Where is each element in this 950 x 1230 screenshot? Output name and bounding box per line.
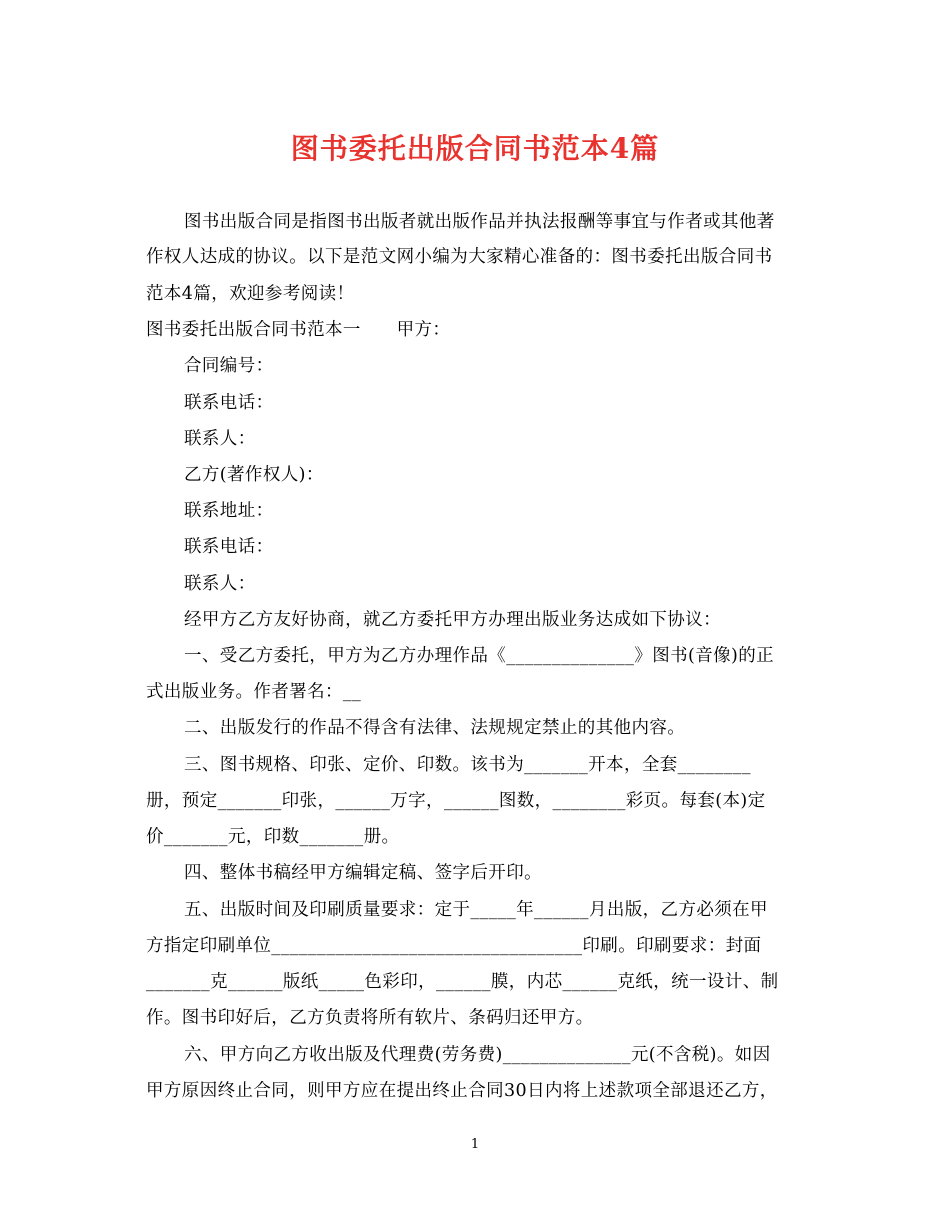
clause-line: 式出版业务。作者署名：__ — [146, 682, 362, 702]
form-field-label: 联系人： — [184, 574, 256, 594]
clause-line: 四、整体书稿经甲方编辑定稿、签字后开印。 — [184, 863, 542, 883]
clause-line: 六、甲方向乙方收出版及代理费(劳务费)______________元(不含税)。如因 — [184, 1045, 771, 1065]
clause-line: 甲方原因终止合同，则甲方应在提出终止合同30日内将上述款项全部退还乙方， — [146, 1081, 778, 1101]
clause-line: 二、出版发行的作品不得含有法律、法规规定禁止的其他内容。 — [184, 718, 686, 738]
clause-line: 作。图书印好后，乙方负责将所有软片、条码归还甲方。 — [146, 1008, 594, 1028]
page-number: 1 — [470, 1137, 480, 1152]
clause-line: 一、受乙方委托，甲方为乙方办理作品《______________》图书(音像)的正 — [184, 646, 775, 666]
form-field-label: 联系电话： — [184, 393, 274, 413]
section-heading: 图书委托出版合同书范本一 甲方： — [146, 320, 451, 340]
form-field-label: 联系地址： — [184, 501, 274, 521]
clause-line: 价_______元，印数_______册。 — [146, 827, 400, 847]
clause-line: 册，预定_______印张，______万字，______图数，________彩页。每套(本)定 — [146, 791, 766, 811]
clause-line: 五、出版时间及印刷质量要求：定于_____年______月出版，乙方必须在甲 — [184, 900, 768, 920]
form-field-label: 合同编号： — [184, 356, 274, 376]
form-field-label: 联系电话： — [184, 537, 274, 557]
paragraph-line: 范本4篇，欢迎参考阅读！ — [146, 284, 355, 304]
form-field-label: 联系人： — [184, 429, 256, 449]
page-title: 图书委托出版合同书范本4篇 — [290, 132, 660, 165]
paragraph-line: 作权人达成的协议。以下是范文网小编为大家精心准备的：图书委托出版合同书 — [146, 247, 773, 267]
form-field-label: 乙方(著作权人)： — [184, 465, 324, 485]
clause-line: 三、图书规格、印张、定价、印数。该书为_______开本，全套________ — [184, 755, 751, 775]
paragraph-line: 经甲方乙方友好协商，就乙方委托甲方办理出版业务达成如下协议： — [184, 610, 721, 630]
clause-line: 方指定印刷单位__________________________________印刷。印刷要求：封面 — [146, 936, 762, 956]
clause-line: _______克______版纸_____色彩印，______膜，内芯______克纸，统一设计、制 — [146, 972, 779, 992]
paragraph-line: 图书出版合同是指图书出版者就出版作品并执法报酬等事宜与作者或其他著 — [184, 212, 775, 232]
